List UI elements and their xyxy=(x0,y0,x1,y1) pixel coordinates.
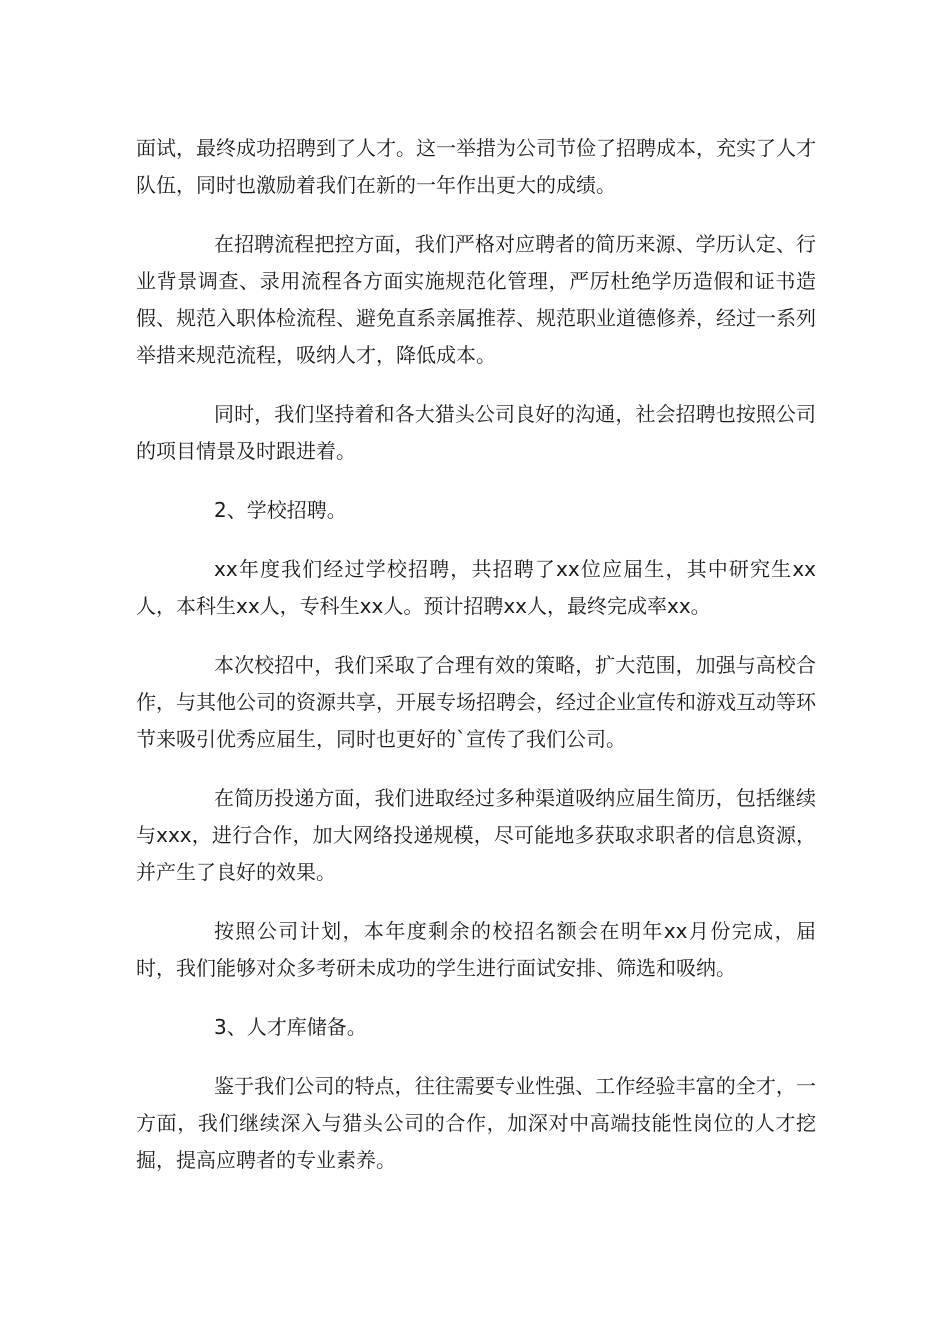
paragraph-10: 鉴于我们公司的特点，往往需要专业性强、工作经验丰富的全才，一方面，我们继续深入与猎头公司的合作，加深对中高端技能性岗位的人才挖掘，提高应聘者的专业素养。 xyxy=(136,1074,816,1172)
paragraph-8: 按照公司计划，本年度剩余的校招名额会在明年xx月份完成，届时，我们能够对众多考研未成功的学生进行面试安排、筛选和吸纳。 xyxy=(136,919,816,980)
paragraph-3: 同时，我们坚持着和各大猎头公司良好的沟通，社会招聘也按照公司的项目情景及时跟进着。 xyxy=(136,402,816,463)
paragraph-5: xx年度我们经过学校招聘，共招聘了xx位应届生，其中研究生xx人，本科生xx人，专科生xx人。预计招聘xx人，最终完成率xx。 xyxy=(136,557,816,618)
document-body xyxy=(136,130,816,1179)
section-heading-talent-pool: 3、人才库储备。 xyxy=(214,1015,367,1039)
paragraph-7: 在简历投递方面，我们进取经过多种渠道吸纳应届生简历，包括继续与xxx，进行合作，加大网络投递规模，尽可能地多获取求职者的信息资源，并产生了良好的效果。 xyxy=(136,786,816,884)
paragraph-1: 面试，最终成功招聘到了人才。这一举措为公司节俭了招聘成本，充实了人才队伍，同时也激励着我们在新的一年作出更大的成绩。 xyxy=(136,136,816,197)
paragraph-2: 在招聘流程把控方面，我们严格对应聘者的简历来源、学历认定、行业背景调查、录用流程各方面实施规范化管理，严厉杜绝学历造假和证书造假、规范入职体检流程、避免直系亲属推荐、规范职业道德修养，经过一系列举措来规范流程，吸纳人才，降低成本。 xyxy=(136,232,816,367)
section-heading-school-recruitment: 2、学校招聘。 xyxy=(214,498,347,522)
paragraph-6: 本次校招中，我们采取了合理有效的策略，扩大范围，加强与高校合作，与其他公司的资源共享，开展专场招聘会，经过企业宣传和游戏互动等环节来吸引优秀应届生，同时也更好的`宣传了我们公司。 xyxy=(136,653,816,751)
